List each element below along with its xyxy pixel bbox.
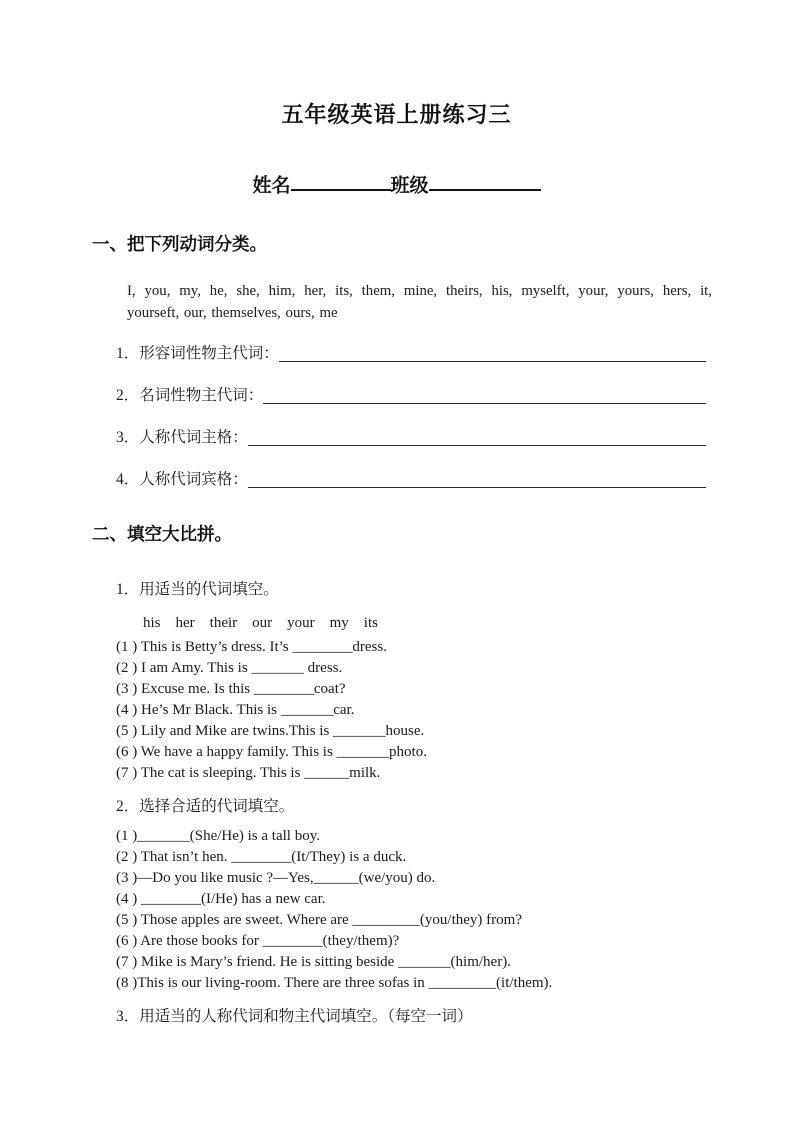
part2-title: 2．选择合适的代词填空。 [116, 798, 295, 816]
name-class-line [0, 170, 793, 199]
class-label: 班级 [390, 175, 429, 197]
question-item: (5 ) Lily and Mike are twins.This is _______house. [116, 723, 425, 740]
word-list-line-2: yourseft, our, themselves, ours, me [127, 304, 338, 321]
category-item-subject-pronoun [116, 425, 706, 451]
category-label: 2．名词性物主代词： [116, 387, 264, 405]
part3-title: 3．用适当的人称代词和物主代词填空。（每空一词） [116, 1008, 473, 1026]
question-item: (7 ) Mike is Mary’s friend. He is sitting beside _______(him/her). [116, 954, 511, 971]
question-item: (5 ) Those apples are sweet. Where are _________(you/they) from? [116, 912, 522, 929]
category-label: 1．形容词性物主代词： [116, 345, 279, 363]
category-list [0, 341, 793, 493]
question-item: (6 ) Are those books for ________(they/them)? [116, 933, 400, 950]
pronoun-word-list [127, 281, 712, 324]
section1-heading: 一、把下列动词分类。 [92, 234, 267, 255]
category-item-adjective-possessive [116, 341, 706, 367]
question-item: (1 ) This is Betty’s dress. It’s ________dress. [116, 639, 387, 656]
name-label: 姓名 [252, 175, 291, 197]
question-item: (4 ) ________(I/He) has a new car. [116, 891, 326, 908]
part2-question-list [0, 826, 793, 994]
answer-blank-line [263, 403, 706, 404]
question-item: (6 ) We have a happy family. This is _______photo. [116, 744, 427, 761]
question-item: (3 ) Excuse me. Is this ________coat? [116, 681, 346, 698]
part1-question-list [0, 637, 793, 784]
category-item-noun-possessive [116, 383, 706, 409]
question-item: (3 )—Do you like music ?—Yes,______(we/you) do. [116, 870, 436, 887]
question-item: (1 )_______(She/He) is a tall boy. [116, 828, 320, 845]
word-list-line-1: I, you, my, he, she, him, her, its, them, mine, theirs, his, myselft, your, yours, hers, it, [127, 283, 712, 300]
category-label: 3．人称代词主格： [116, 429, 248, 447]
part1-title: 1．用适当的代词填空。 [116, 581, 279, 599]
page-title: 五年级英语上册练习三 [281, 102, 512, 127]
section2-heading: 二、填空大比拼。 [92, 524, 232, 545]
question-item: (4 ) He’s Mr Black. This is _______car. [116, 702, 355, 719]
answer-blank-line [248, 487, 706, 488]
question-item: (2 ) I am Amy. This is _______ dress. [116, 660, 343, 677]
answer-blank-line [248, 445, 706, 446]
question-item: (7 ) The cat is sleeping. This is ______milk. [116, 765, 381, 782]
category-label: 4．人称代词宾格： [116, 471, 248, 489]
part1-word-bank: his her their our your my its [143, 615, 378, 632]
class-blank-line [429, 170, 541, 191]
question-item: (2 ) That isn’t hen. ________(It/They) is a duck. [116, 849, 407, 866]
name-blank-line [291, 170, 391, 191]
answer-blank-line [279, 361, 706, 362]
category-item-object-pronoun [116, 467, 706, 493]
question-item: (8 )This is our living-room. There are three sofas in _________(it/them). [116, 975, 553, 992]
